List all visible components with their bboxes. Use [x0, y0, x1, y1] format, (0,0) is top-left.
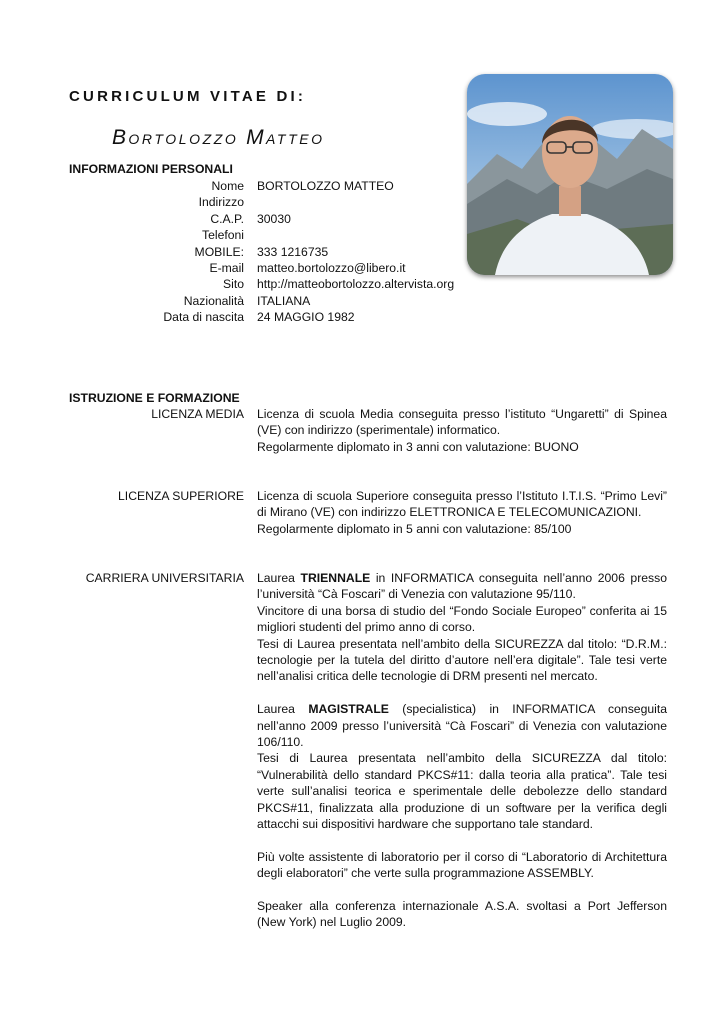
- entry-licenza-superiore: [69, 488, 669, 537]
- info-value: 24 MAGGIO 1982: [257, 310, 355, 325]
- info-value: 30030: [257, 211, 291, 226]
- laurea-triennale-paragraph: [257, 570, 667, 603]
- education-heading: ISTRUZIONE E FORMAZIONE: [69, 391, 240, 405]
- info-row-telefoni: [69, 227, 689, 243]
- entry-licenza-media: [69, 406, 669, 455]
- tesi-magistrale-paragraph: Tesi di Laurea presentata nell’ambito della SICUREZZA dal titolo: “Vulnerabilità dello standard PKCS#11: dalla teoria alla pratica”. Tale tesi verte sull’analisi teorica e sperimentale delle debolezze dello standard PKCS#11, finalizzata alla produzione di un software per la verifica degli attacchi sui dispositivi hardware che supportano tale standard.: [257, 751, 667, 832]
- info-value: 333 1216735: [257, 244, 329, 259]
- entry-label: LICENZA SUPERIORE: [118, 489, 244, 503]
- info-label: MOBILE:: [194, 244, 244, 259]
- laurea-magistrale-paragraph: [257, 701, 667, 750]
- info-label: Nome: [211, 179, 244, 193]
- personal-info-heading: INFORMAZIONI PERSONALI: [69, 162, 233, 176]
- info-row-mobile: [69, 244, 689, 260]
- entry-paragraph: Regolarmente diplomato in 5 anni con valutazione: 85/100: [257, 521, 572, 536]
- text-span: (specialistica) in INFORMATICA conseguita nell’anno 2009 presso l’università “Cà Foscari” di Venezia con valutazione 106/110.: [257, 702, 667, 750]
- info-label: Nazionalità: [183, 293, 244, 308]
- info-label: C.A.P.: [210, 211, 244, 226]
- entry-paragraph: Licenza di scuola Media conseguita presso l’istituto “Ungaretti” di Spinea (VE) con indirizzo (sperimentale) informatico.: [257, 407, 667, 438]
- entry-label: LICENZA MEDIA: [151, 407, 244, 421]
- name-initial-first: M: [246, 126, 267, 149]
- text-span: Laurea: [257, 571, 301, 585]
- tesi-triennale-paragraph: Tesi di Laurea presentata nell’ambito della SICUREZZA dal titolo: “D.R.M.: tecnologie per la tutela del diritto d’autore nell’era digitale”. Tale tesi verte nell’analisi critica delle tecnologie di DRM presenti nel mercato.: [257, 636, 667, 684]
- entry-text: [257, 488, 667, 537]
- cv-name: [112, 126, 325, 150]
- info-label: E-mail: [209, 260, 244, 275]
- info-label: Telefoni: [201, 228, 244, 243]
- entry-paragraph: Regolarmente diplomato in 3 anni con valutazione: BUONO: [257, 439, 579, 454]
- website-link[interactable]: http://matteobortolozzo.altervista.org: [257, 277, 455, 292]
- info-row-nazionalita: [69, 293, 689, 309]
- info-label: Data di nascita: [163, 310, 244, 325]
- info-row-indirizzo: [69, 194, 689, 210]
- cv-title: CURRICULUM VITAE DI:: [69, 88, 307, 105]
- entry-label: CARRIERA UNIVERSITARIA: [85, 571, 244, 585]
- borsa-studio-paragraph: Vincitore di una borsa di studio del “Fondo Sociale Europeo” conferita ai 15 migliori studenti del primo anno di corso.: [257, 603, 667, 635]
- info-value: ITALIANA: [257, 293, 311, 308]
- speaker-paragraph: Speaker alla conferenza internazionale A.S.A. svoltasi a Port Jefferson (New York) nel Luglio 2009.: [257, 899, 667, 930]
- name-initial-surname: B: [112, 126, 129, 149]
- degree-level: MAGISTRALE: [308, 702, 389, 717]
- info-row-sito: [69, 276, 689, 292]
- entry-text: [257, 570, 667, 931]
- info-row-nome: [69, 178, 689, 194]
- email-value[interactable]: matteo.bortolozzo@libero.it: [257, 260, 406, 275]
- info-label: Sito: [222, 277, 244, 292]
- name-rest-surname: ORTOLOZZO: [128, 131, 239, 147]
- entry-carriera-universitaria: [69, 570, 669, 931]
- entry-text: [257, 406, 667, 455]
- info-value: BORTOLOZZO MATTEO: [257, 179, 394, 193]
- info-row-email: [69, 260, 689, 276]
- name-rest-first: ATTEO: [266, 131, 325, 147]
- personal-info-table: [69, 178, 689, 326]
- text-span: in INFORMATICA conseguita nell’anno 2006 presso l’università “Cà Foscari” di Venezia con valutazione 95/110.: [257, 571, 667, 602]
- info-label: Indirizzo: [198, 195, 244, 210]
- entry-paragraph: Licenza di scuola Superiore conseguita presso l’Istituto I.T.I.S. “Primo Levi” di Mirano (VE) con indirizzo ELETTRONICA E TELECOMUNICAZIONI.: [257, 489, 667, 520]
- info-row-data-nascita: [69, 309, 689, 325]
- assistente-paragraph: Più volte assistente di laboratorio per il corso di “Laboratorio di Architettura degli elaboratori” che verte sulla programmazione ASSEMBLY.: [257, 849, 667, 881]
- text-span: Laurea: [257, 702, 309, 717]
- info-row-cap: [69, 211, 689, 227]
- degree-level: TRIENNALE: [300, 571, 371, 585]
